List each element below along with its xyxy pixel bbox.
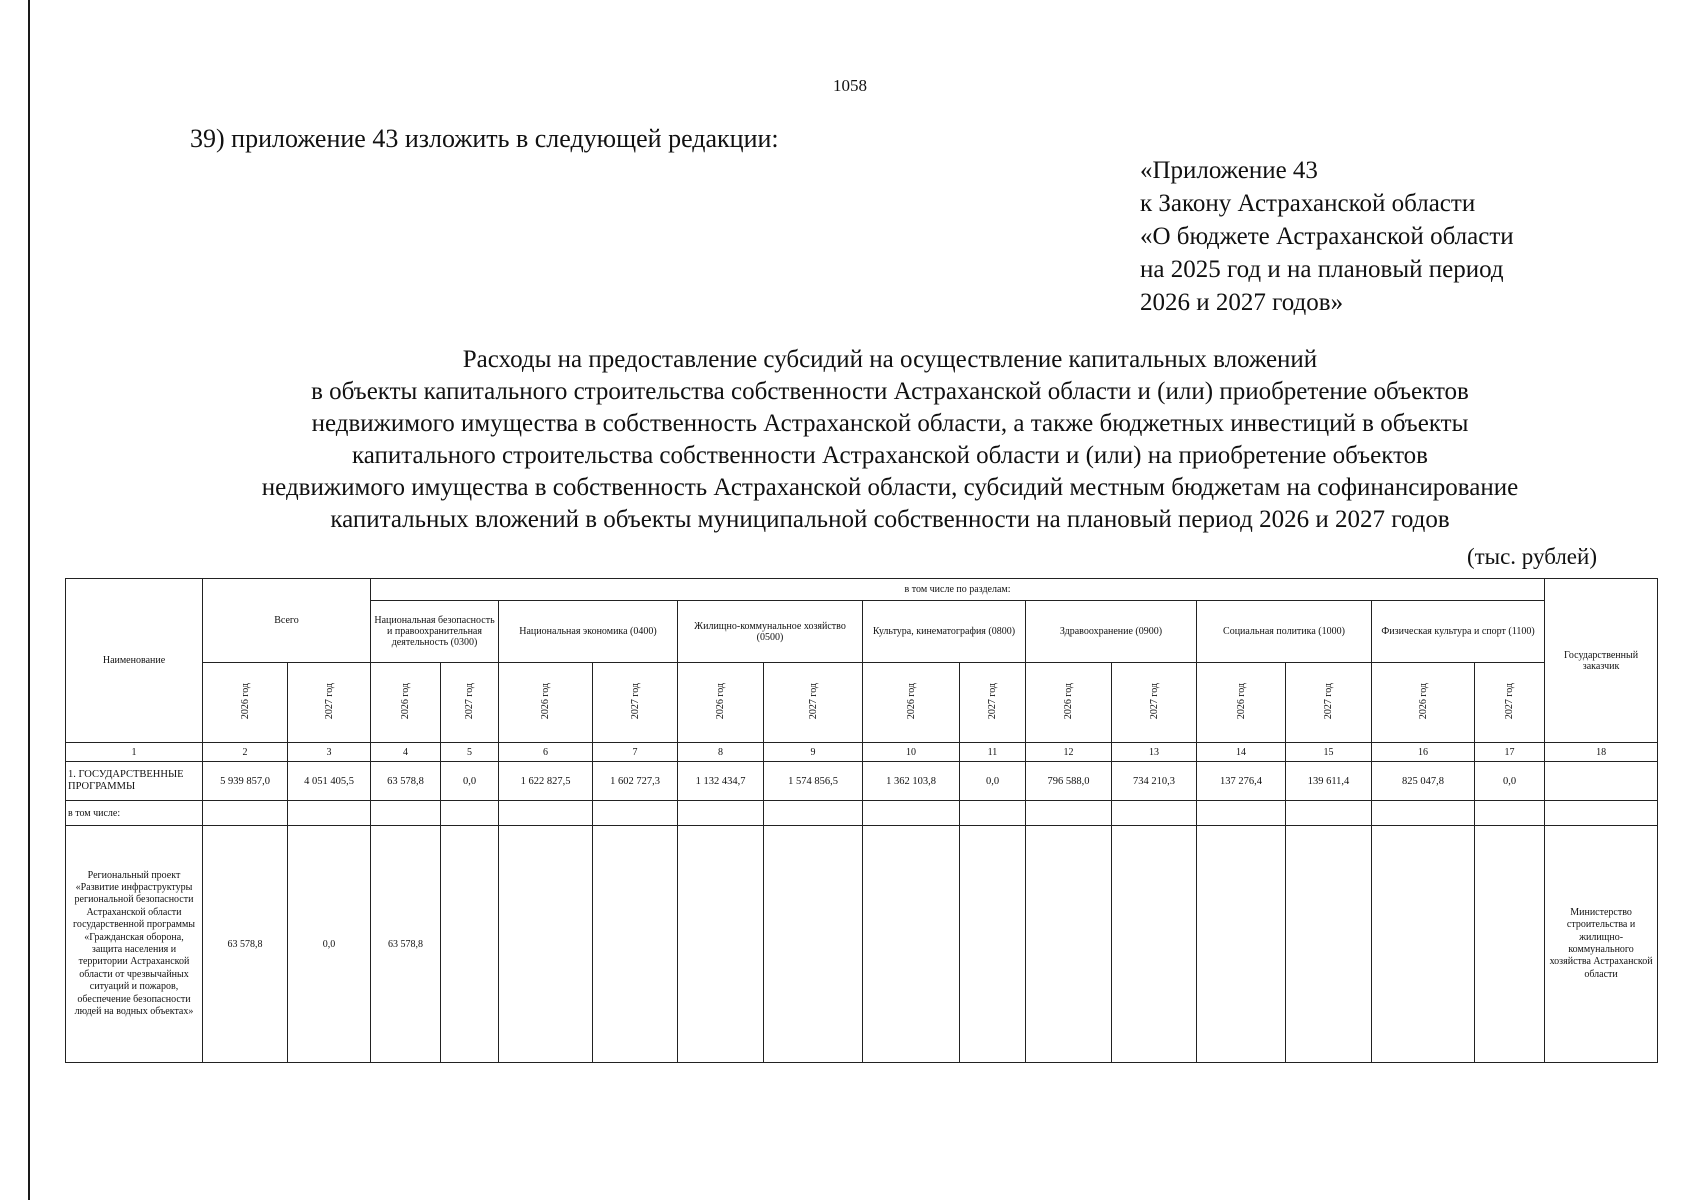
cell-value: 1 362 103,8 xyxy=(863,762,960,801)
column-number: 6 xyxy=(499,743,593,762)
empty-cell xyxy=(960,801,1026,826)
cell-value: 825 047,8 xyxy=(1372,762,1475,801)
header-year: 2027 год xyxy=(1475,663,1545,743)
column-number: 13 xyxy=(1112,743,1197,762)
cell-value: 0,0 xyxy=(288,826,371,1063)
cell-value: 0,0 xyxy=(441,762,499,801)
column-number: 5 xyxy=(441,743,499,762)
header-year: 2026 год xyxy=(863,663,960,743)
empty-cell xyxy=(1197,801,1286,826)
header-year: 2026 год xyxy=(499,663,593,743)
cell-value: 63 578,8 xyxy=(371,826,441,1063)
header-year: 2026 год xyxy=(1197,663,1286,743)
document-title xyxy=(60,344,1697,536)
cell-value: 796 588,0 xyxy=(1026,762,1112,801)
column-number: 1 xyxy=(66,743,203,762)
table-row xyxy=(66,801,1658,826)
header-year: 2026 год xyxy=(203,663,288,743)
units-label: (тыс. рублей) xyxy=(1466,544,1597,569)
column-number: 11 xyxy=(960,743,1026,762)
header-year: 2027 год xyxy=(1112,663,1197,743)
cell-value xyxy=(1475,826,1545,1063)
cell-value: 0,0 xyxy=(1475,762,1545,801)
cell-value: 0,0 xyxy=(960,762,1026,801)
intro-text: 39) приложение 43 изложить в следующей редакции: xyxy=(190,124,779,153)
column-number: 10 xyxy=(863,743,960,762)
cell-value xyxy=(1112,826,1197,1063)
cell-value: 1 602 727,3 xyxy=(593,762,678,801)
header-year: 2026 год xyxy=(1372,663,1475,743)
header-group: Культура, кинематография (0800) xyxy=(863,601,1026,663)
cell-value: 4 051 405,5 xyxy=(288,762,371,801)
appendix-line: к Закону Астраханской области xyxy=(1140,190,1476,217)
header-group: Физическая культура и спорт (1100) xyxy=(1372,601,1545,663)
project-name: Региональный проект «Развитие инфраструктуры региональной безопасности Астраханской области государственной программы «Гражданская оборона, защита населения и территории Астраханской области от чрезвычайных ситуаций и пожаров, обеспечение безопасности людей на водных объектах» xyxy=(66,826,203,1063)
empty-cell xyxy=(678,801,764,826)
empty-cell xyxy=(499,801,593,826)
column-number: 4 xyxy=(371,743,441,762)
appendix-line: «Приложение 43 xyxy=(1140,157,1318,184)
empty-cell xyxy=(203,801,288,826)
column-number: 16 xyxy=(1372,743,1475,762)
title-line: капитальных вложений в объекты муниципальной собственности на плановый период 2026 и 2027 годов xyxy=(330,506,1450,533)
header-customer: Государственный заказчик xyxy=(1545,579,1658,743)
header-year: 2027 год xyxy=(441,663,499,743)
cell-value xyxy=(441,826,499,1063)
cell-value: 137 276,4 xyxy=(1197,762,1286,801)
column-number: 12 xyxy=(1026,743,1112,762)
empty-cell xyxy=(1372,801,1475,826)
empty-cell xyxy=(1475,801,1545,826)
page-number: 1058 xyxy=(833,76,867,95)
header-year: 2027 год xyxy=(764,663,863,743)
title-line: капитального строительства собственности Астраханской области и (или) на приобретение объектов xyxy=(352,442,1428,469)
appendix-line: 2026 и 2027 годов» xyxy=(1140,289,1344,316)
cell-value: 1 574 856,5 xyxy=(764,762,863,801)
header-group: Социальная политика (1000) xyxy=(1197,601,1372,663)
empty-cell xyxy=(1286,801,1372,826)
title-line: Расходы на предоставление субсидий на осуществление капитальных вложений xyxy=(462,346,1318,373)
left-margin-line xyxy=(28,0,30,1200)
empty-cell xyxy=(1545,801,1658,826)
table-row xyxy=(66,826,1658,1063)
header-year: 2026 год xyxy=(1026,663,1112,743)
header-group: Здравоохранение (0900) xyxy=(1026,601,1197,663)
empty-cell xyxy=(1112,801,1197,826)
empty-cell xyxy=(593,801,678,826)
column-number: 7 xyxy=(593,743,678,762)
column-number: 15 xyxy=(1286,743,1372,762)
column-number: 8 xyxy=(678,743,764,762)
empty-cell xyxy=(863,801,960,826)
header-year: 2027 год xyxy=(1286,663,1372,743)
title-line: недвижимого имущества в собственность Астраханской области, а также бюджетных инвестиций в объекты xyxy=(311,410,1469,437)
empty-cell xyxy=(764,801,863,826)
expenses-table xyxy=(65,578,1658,1063)
header-group: Национальная безопасность и правоохранительная деятельность (0300) xyxy=(371,601,499,663)
column-number: 18 xyxy=(1545,743,1658,762)
cell-value: 63 578,8 xyxy=(203,826,288,1063)
header-name: Наименование xyxy=(66,579,203,743)
title-line: недвижимого имущества в собственность Астраханской области, субсидий местным бюджетам на софинансирование xyxy=(261,474,1519,501)
header-year: 2027 год xyxy=(288,663,371,743)
empty-cell xyxy=(288,801,371,826)
cell-value: 1 132 434,7 xyxy=(678,762,764,801)
table-row xyxy=(66,762,1658,801)
cell-value xyxy=(764,826,863,1063)
column-number: 14 xyxy=(1197,743,1286,762)
cell-value xyxy=(678,826,764,1063)
cell-value xyxy=(1026,826,1112,1063)
appendix-reference xyxy=(1140,154,1514,319)
empty-cell xyxy=(441,801,499,826)
cell-value xyxy=(1372,826,1475,1063)
cell-value: 63 578,8 xyxy=(371,762,441,801)
title-line: в объекты капитального строительства собственности Астраханской области и (или) приобретение объектов xyxy=(311,378,1469,405)
header-year: 2026 год xyxy=(678,663,764,743)
column-number-row xyxy=(66,743,1658,762)
cell-value xyxy=(1286,826,1372,1063)
including-label: в том числе: xyxy=(66,801,203,826)
header-total: Всего xyxy=(203,579,371,663)
cell-customer xyxy=(1545,762,1658,801)
cell-value: 5 939 857,0 xyxy=(203,762,288,801)
appendix-line: на 2025 год и на плановый период xyxy=(1140,256,1504,283)
header-year: 2027 год xyxy=(960,663,1026,743)
cell-value xyxy=(863,826,960,1063)
program-name: 1. ГОСУДАРСТВЕННЫЕ ПРОГРАММЫ xyxy=(66,762,203,801)
header-group: Жилищно-коммунальное хозяйство (0500) xyxy=(678,601,863,663)
column-number: 17 xyxy=(1475,743,1545,762)
header-sections: в том числе по разделам: xyxy=(371,579,1545,601)
cell-value xyxy=(593,826,678,1063)
header-year: 2027 год xyxy=(593,663,678,743)
cell-value: 139 611,4 xyxy=(1286,762,1372,801)
column-number: 3 xyxy=(288,743,371,762)
empty-cell xyxy=(371,801,441,826)
header-year: 2026 год xyxy=(371,663,441,743)
cell-value xyxy=(499,826,593,1063)
cell-value xyxy=(960,826,1026,1063)
cell-value: 734 210,3 xyxy=(1112,762,1197,801)
column-number: 9 xyxy=(764,743,863,762)
header-group: Национальная экономика (0400) xyxy=(499,601,678,663)
appendix-line: «О бюджете Астраханской области xyxy=(1140,223,1514,250)
empty-cell xyxy=(1026,801,1112,826)
cell-value xyxy=(1197,826,1286,1063)
cell-customer: Министерство строительства и жилищно-коммунального хозяйства Астраханской области xyxy=(1545,826,1658,1063)
column-number: 2 xyxy=(203,743,288,762)
cell-value: 1 622 827,5 xyxy=(499,762,593,801)
